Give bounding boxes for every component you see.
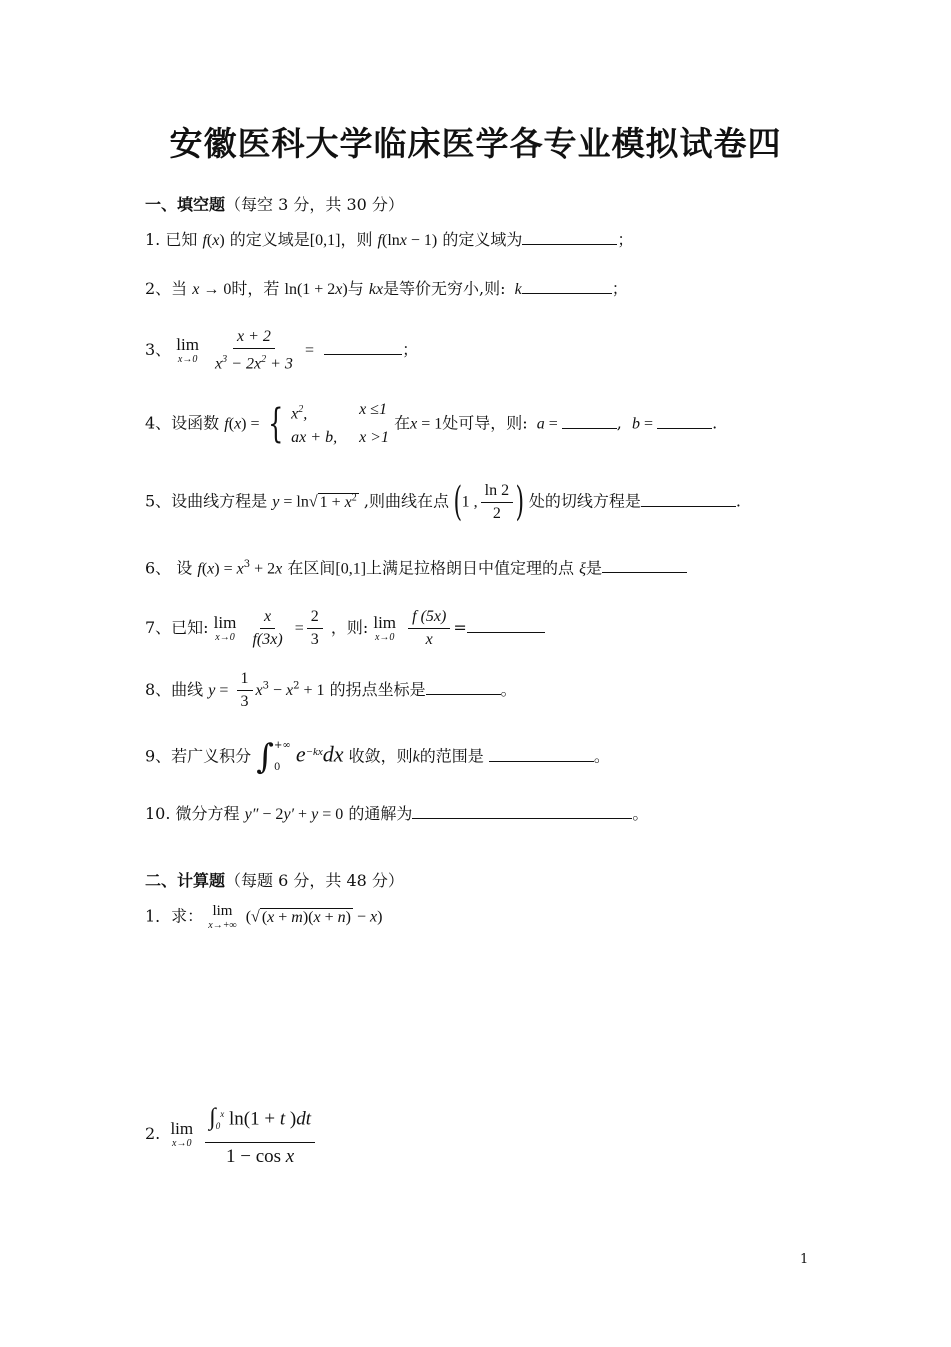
page-number: 1 [800,1252,809,1267]
question-9: 9、若广义积分 ∫ +∞ 0 $e^{-kx}dx$ 收敛，则k的范围是 。 [145,737,610,777]
question-6: 6、 设 $f(x) = x^3 + 2x$ 在区间[0,1]上满足拉格朗日中值定理的点 ξ是 [145,555,687,579]
answer-blank-4a [562,414,617,429]
question-2: 2、当 x → 0时，若 ln(1 + 2x)与 kx是等价无穷小,则: k ； [145,279,628,298]
section-1-heading: 一、填空题（每空 3 分，共 30 分） [145,195,404,214]
computation-2: 2. lim x→0 $\frac{\int_0^x \ln(1 + t )dt}{\text{1 − cos x}}$ [145,1100,318,1169]
answer-blank-1 [522,230,617,245]
question-7: 7、已知: lim x→0 $\frac{x}{f(3x)}$ = $\frac{2}{3}$ ，则: lim x→0 $\frac{f (5x)}{x}$ = [145,608,545,649]
computation-1: 1．求： lim x→+∞ (√ (x + m)(x + n) − x) [145,903,383,931]
answer-blank-3 [324,340,402,355]
answer-blank-5 [641,492,736,507]
question-10: 10. 微分方程 y″ − 2y′ + y = 0 的通解为 。 [145,804,649,823]
section-2-heading: 二、计算题（每题 6 分，共 48 分） [145,871,404,890]
question-1: 1. 已知 f(x) 的定义域是[0,1]，则 f(lnx − 1) 的定义域为 ； [145,230,634,249]
answer-blank-8 [426,680,501,695]
question-8: 8、曲线 y = $\frac{1}{3}$ $x^3 - x^2 + 1$ 的拐点坐标是 。 [145,670,517,710]
answer-blank-4b [657,414,712,429]
answer-blank-6 [602,558,687,573]
question-4: 4、设函数 f(x) = { $x^2$, x ≤1 ax + b, x >1 在x = 1处可导，则: a = , b = . [145,401,718,448]
question-3: 3、 lim x→0 $\frac{x + 2}{x^3 - 2x^2 + 3}$ = ； [145,328,419,373]
question-5: 5、设曲线方程是 y = ln√ $1 + x^2$ ,则曲线在点 (1 , $\frac{\ln 2}{2}$ ) 处的切线方程是 . [145,479,741,525]
page-title: 安徽医科大学临床医学各专业模拟试卷四 [169,124,782,163]
answer-blank-7 [467,618,545,633]
answer-blank-10 [412,804,632,819]
answer-blank-9 [489,747,594,762]
answer-blank-2 [522,279,612,294]
